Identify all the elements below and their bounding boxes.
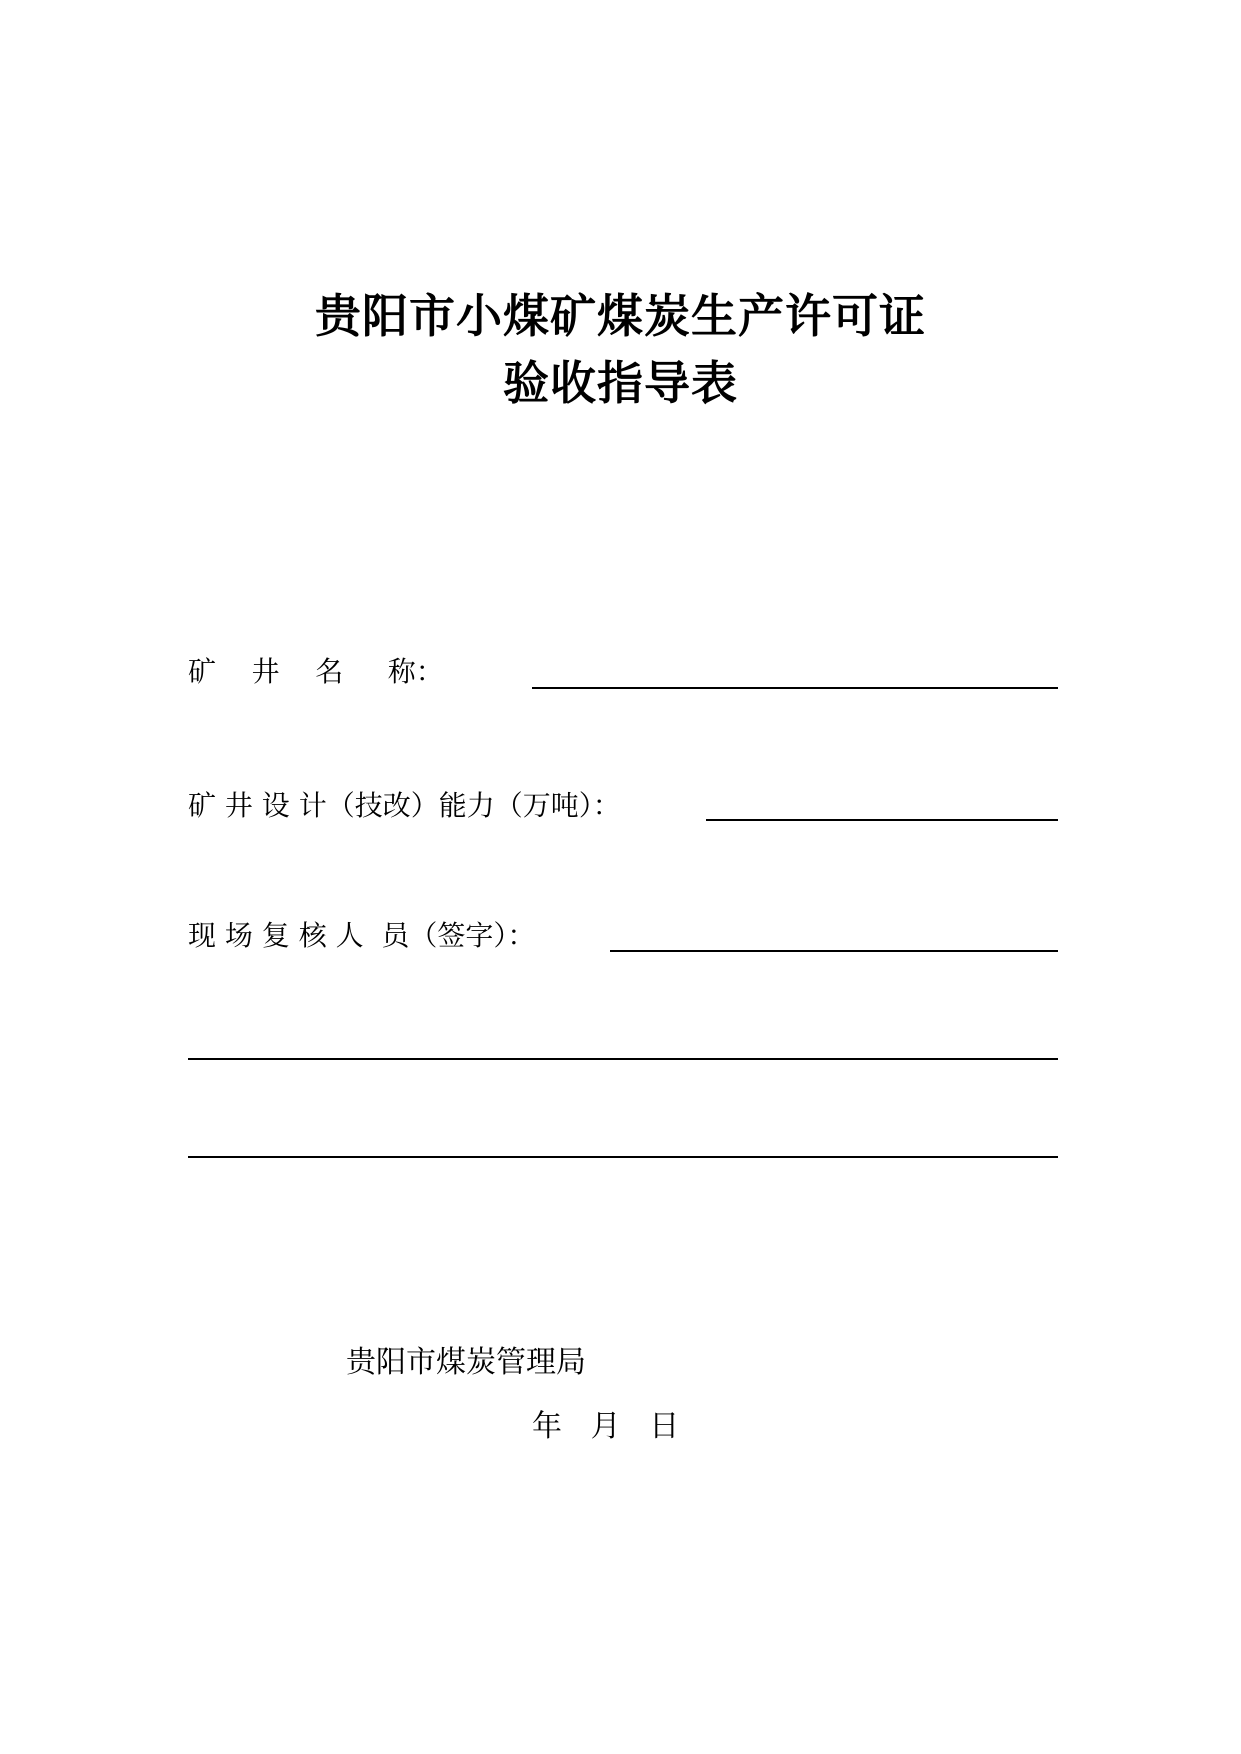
extra-signature-line-1[interactable] — [188, 1058, 1058, 1060]
capacity-label: 矿 井 设 计（技改）能力（万吨）： — [188, 789, 621, 822]
date-line: 年 月 日 — [532, 1409, 680, 1444]
document-title-line1: 贵阳市小煤矿煤炭生产许可证 — [315, 289, 926, 343]
document-title-line2: 验收指导表 — [503, 356, 738, 410]
reviewer-signature-line[interactable] — [610, 950, 1058, 952]
mine-name-label: 矿 井 名 称： — [188, 655, 444, 688]
capacity-input-line[interactable] — [706, 819, 1058, 821]
mine-name-input-line[interactable] — [532, 687, 1058, 689]
issuing-authority: 贵阳市煤炭管理局 — [346, 1345, 586, 1380]
extra-signature-line-2[interactable] — [188, 1156, 1058, 1158]
reviewer-signature-label: 现 场 复 核 人 员（签字）： — [188, 919, 536, 952]
